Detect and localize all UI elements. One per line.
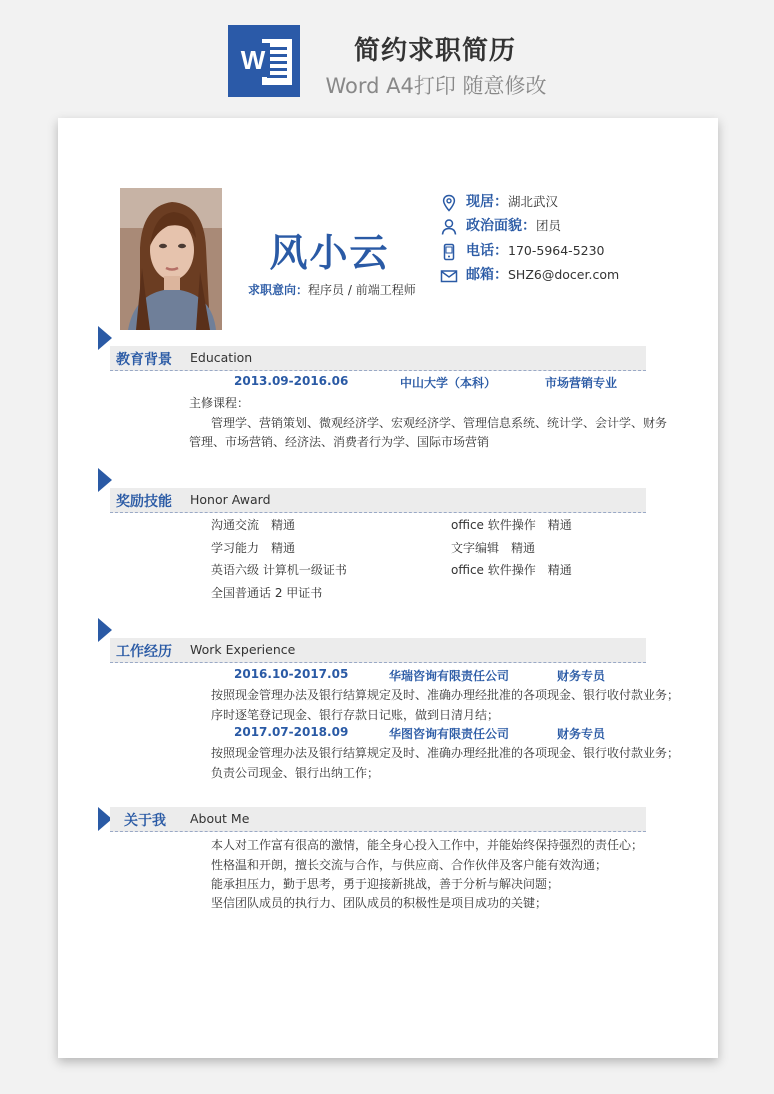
banner-subtitle: Word A4打印 随意修改 — [325, 74, 547, 98]
candidate-name: 风小云 — [269, 231, 390, 275]
section-header-work — [110, 638, 646, 663]
contact-value: 湖北武汉 — [508, 194, 559, 209]
job-period: 2016.10-2017.05 — [234, 667, 349, 681]
job-desc: 序时逐笔登记现金、银行存款日记账，做到日清月结； — [211, 708, 500, 722]
honor-item: office 软件操作 精通 — [451, 518, 572, 532]
location-icon — [440, 194, 458, 212]
edu-courses-line: 管理学、营销策划、微观经济学、宏观经济学、管理信息系统、统计学、会计学、财务 — [211, 416, 668, 430]
section-title-en: About Me — [190, 811, 250, 826]
section-header-about — [110, 807, 646, 832]
contact-value: 团员 — [536, 218, 562, 233]
contact-phone — [440, 241, 605, 261]
honor-item: 全国普通话 2 甲证书 — [211, 586, 323, 600]
contact-value: 170-5964-5230 — [508, 243, 605, 258]
edu-courses-label: 主修课程： — [189, 396, 250, 410]
contact-label: 现居： — [466, 194, 508, 210]
honor-item: 英语六级 计算机一级证书 — [211, 563, 347, 577]
job-company: 华瑞咨询有限责任公司 — [389, 669, 510, 683]
section-title-cn: 关于我 — [124, 813, 166, 829]
job-intent-value: 程序员 / 前端工程师 — [308, 283, 416, 297]
section-title-en: Honor Award — [190, 492, 271, 507]
edu-major: 市场营销专业 — [545, 376, 618, 390]
job-role: 财务专员 — [557, 669, 606, 683]
profile-photo — [120, 188, 222, 330]
contact-label: 政治面貌： — [466, 218, 536, 234]
job-company: 华图咨询有限责任公司 — [389, 727, 510, 741]
word-logo-letter: W — [236, 43, 270, 77]
about-line: 性格温和开朗，擅长交流与合作，与供应商、合作伙伴及客户能有效沟通； — [211, 858, 608, 872]
section-title-cn: 工作经历 — [116, 644, 172, 660]
contact-value: SHZ6@docer.com — [508, 267, 620, 282]
mail-icon — [440, 267, 458, 285]
contact-label: 邮箱： — [466, 267, 508, 283]
banner-title: 简约求职简历 — [353, 36, 516, 66]
section-title-cn: 奖励技能 — [116, 494, 172, 510]
section-header-education — [110, 346, 646, 371]
edu-period: 2013.09-2016.06 — [234, 374, 349, 388]
phone-icon — [440, 243, 458, 261]
job-desc: 按照现金管理办法及银行结算规定及时、准确办理经批准的各项现金、银行收付款业务； — [211, 688, 680, 702]
honor-item: 沟通交流 精通 — [211, 518, 296, 532]
person-icon — [440, 218, 458, 236]
honor-item: 学习能力 精通 — [211, 541, 296, 555]
word-logo-icon — [228, 25, 300, 97]
job-period: 2017.07-2018.09 — [234, 725, 349, 739]
job-desc: 负责公司现金、银行出纳工作； — [211, 766, 380, 780]
section-title-en: Work Experience — [190, 642, 296, 657]
job-intent-label: 求职意向： — [248, 283, 309, 297]
job-desc: 按照现金管理办法及银行结算规定及时、准确办理经批准的各项现金、银行收付款业务； — [211, 746, 680, 760]
contact-email — [440, 265, 619, 285]
contact-location — [440, 192, 558, 212]
honor-item: 文字编辑 精通 — [451, 541, 536, 555]
section-title-cn: 教育背景 — [116, 352, 172, 368]
job-intent — [248, 281, 416, 298]
edu-school: 中山大学（本科） — [400, 376, 497, 390]
about-line: 本人对工作富有很高的激情，能全身心投入工作中，并能始终保持强烈的责任心； — [211, 838, 644, 852]
about-line: 能承担压力，勤于思考，勇于迎接新挑战，善于分析与解决问题； — [211, 877, 560, 891]
section-title-en: Education — [190, 350, 253, 365]
honor-item: office 软件操作 精通 — [451, 563, 572, 577]
job-role: 财务专员 — [557, 727, 606, 741]
edu-courses-line: 管理、市场营销、经济法、消费者行为学、国际市场营销 — [189, 435, 490, 449]
contact-politics — [440, 216, 561, 236]
about-line: 坚信团队成员的执行力、团队成员的积极性是项目成功的关键； — [211, 896, 548, 910]
contact-label: 电话： — [466, 243, 508, 259]
section-header-honors — [110, 488, 646, 513]
